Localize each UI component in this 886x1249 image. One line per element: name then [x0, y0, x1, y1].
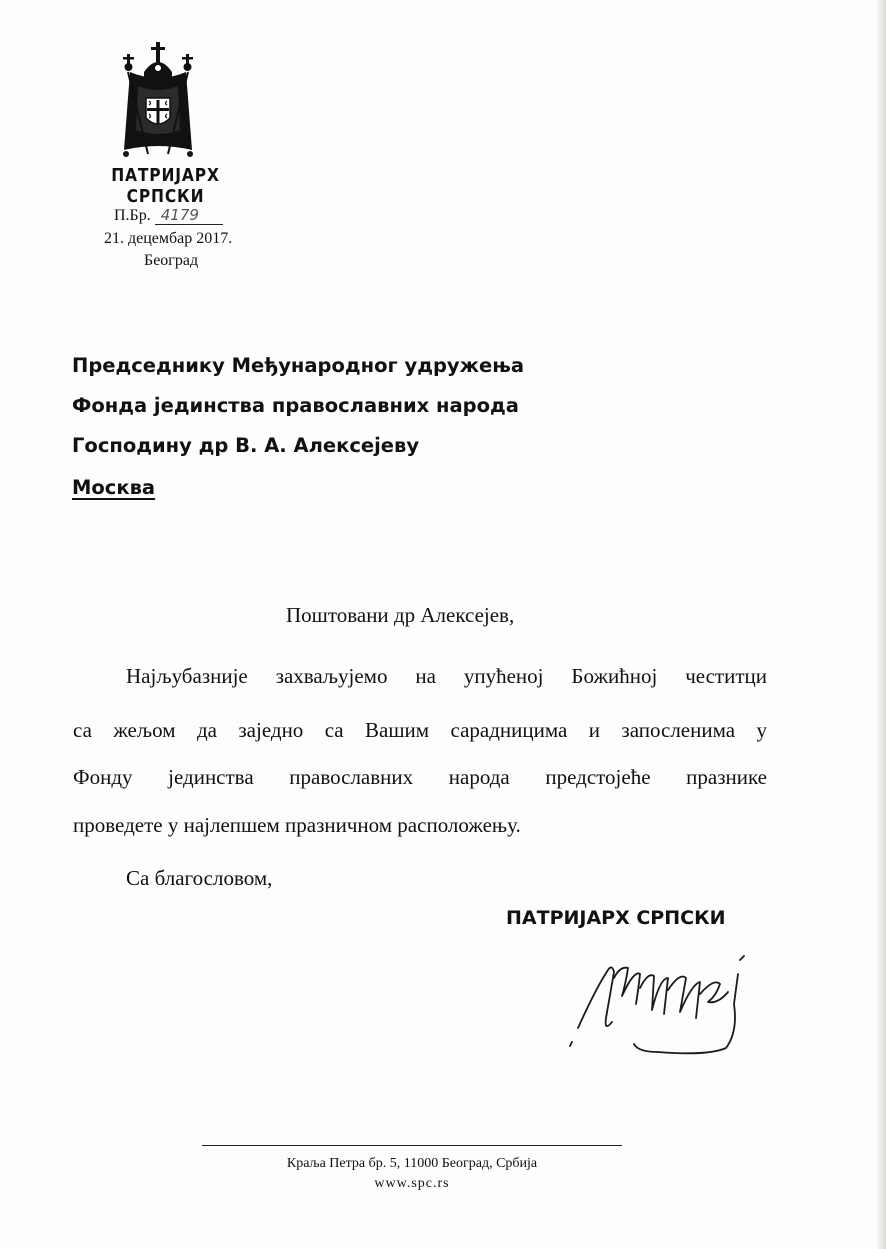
footer-website-link[interactable]: www.spc.rs	[374, 1176, 450, 1191]
letterhead-org-name: ПАТРИЈАРХ СРПСКИ	[111, 165, 220, 207]
footer-address: Краља Петра бр. 5, 11000 Београд, Србија	[286, 1156, 538, 1171]
reference-label: П.Бр.	[114, 207, 151, 224]
reference-number-line	[114, 206, 223, 225]
letter-city: Београд	[144, 252, 199, 269]
body-line: са жељом да заједно са Вашим сарадницима и запосленима у	[73, 718, 767, 742]
closing: Са благословом,	[126, 866, 273, 890]
recipient-line-2: Фонда јединства православних народа	[72, 394, 519, 417]
body-line: Фонду јединства православних народа предстојеће празнике	[73, 765, 767, 789]
patriarchal-crest-icon	[118, 42, 198, 160]
body-line: Најљубазније захваљујемо на упућеној Божићној честитци	[126, 664, 767, 688]
signatory: ПАТРИЈАРХ СРПСКИ	[506, 907, 726, 929]
recipient-city: Москва	[72, 476, 156, 499]
reference-number-handwritten: 4179	[155, 206, 223, 225]
footer-divider	[202, 1145, 622, 1146]
body-line: проведете у најлепшем празничном расположењу.	[73, 813, 521, 837]
scan-edge-shadow	[876, 0, 886, 1249]
recipient-line-3: Господину др В. А. Алексејеву	[72, 434, 420, 457]
salutation: Поштовани др Алексејев,	[286, 603, 515, 627]
letter-date: 21. децембар 2017.	[104, 230, 233, 247]
recipient-line-1: Председнику Међународног удружења	[72, 354, 525, 377]
handwritten-signature	[568, 948, 788, 1058]
